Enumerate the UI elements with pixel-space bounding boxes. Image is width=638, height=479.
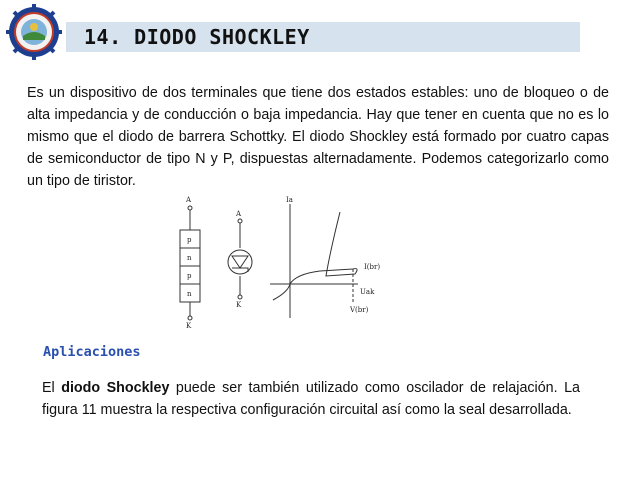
institution-logo bbox=[6, 4, 62, 60]
breakover-current-label: I(br) bbox=[364, 263, 381, 271]
applications-paragraph bbox=[42, 377, 580, 421]
applications-heading: Aplicaciones bbox=[43, 344, 141, 360]
layer-1-label: p bbox=[187, 236, 192, 244]
title-bar bbox=[66, 22, 580, 52]
y-axis-label: Ia bbox=[286, 196, 293, 204]
shockley-diode-figure bbox=[160, 192, 410, 332]
breakover-voltage-label: V(br) bbox=[350, 306, 369, 314]
cathode-label-structure: K bbox=[186, 322, 192, 330]
anode-label-structure: A bbox=[186, 196, 192, 204]
applications-text-post: puede ser también utilizado como oscilador de relajación. La figura 11 muestra la respectiva configuración circuital así como la seal desarrollada. bbox=[42, 380, 580, 418]
anode-label-symbol: A bbox=[236, 210, 242, 218]
layer-3-label: p bbox=[187, 272, 192, 280]
intro-paragraph: Es un dispositivo de dos terminales que tiene dos estados estables: uno de bloqueo o de alta impedancia y de conducción o baja impedancia. Hay que tener en cuenta que no es lo mismo que el diodo de barrera Schottky. El diodo Shockley está formado por cuatro capas de semiconductor de tipo N y P, dispuestas alternadamente. Podemos categorizarlo como un tipo de tiristor. bbox=[27, 85, 609, 189]
layer-4-label: n bbox=[187, 290, 192, 298]
applications-text-bold: diodo Shockley bbox=[61, 380, 170, 396]
x-axis-label: Uak bbox=[360, 288, 375, 296]
cathode-label-symbol: K bbox=[236, 301, 242, 309]
layer-2-label: n bbox=[187, 254, 192, 262]
applications-text-pre: El bbox=[42, 380, 62, 396]
slide-title: 14. DIODO SHOCKLEY bbox=[84, 25, 310, 49]
